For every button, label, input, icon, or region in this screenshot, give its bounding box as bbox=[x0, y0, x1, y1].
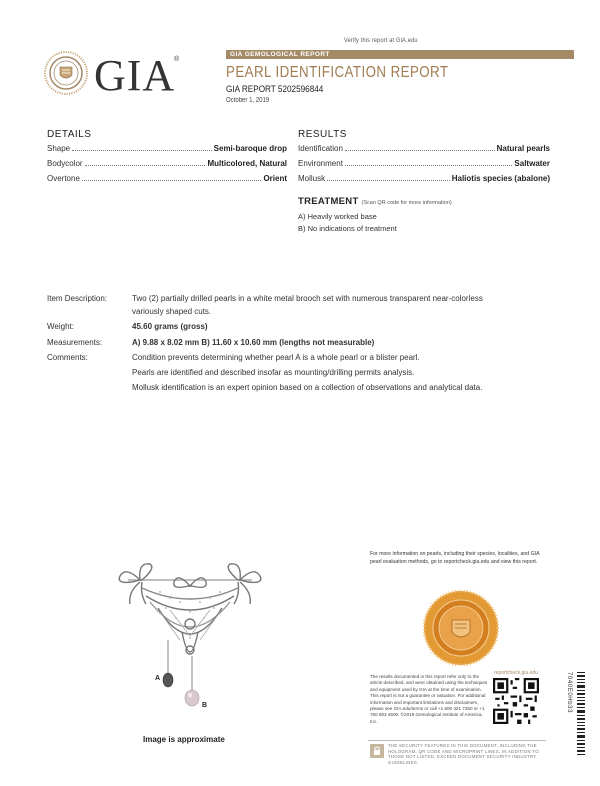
brand-bar bbox=[226, 50, 574, 59]
detail-row-bodycolor bbox=[47, 159, 287, 168]
result-row-environment bbox=[298, 159, 550, 168]
more-info-text: For more information on pearls, including their species, localities, and GIA pearl evaluation methods, go to reportcheck.gia.edu and view this report. bbox=[370, 551, 540, 565]
report-date: October 1, 2019 bbox=[226, 97, 270, 104]
measurements-label: Measurements: bbox=[47, 338, 103, 347]
image-caption: Image is approximate bbox=[143, 735, 225, 744]
comments-label: Comments: bbox=[47, 353, 88, 362]
treatment-heading bbox=[298, 196, 452, 207]
item-description-line2: variously shaped cuts. bbox=[132, 307, 212, 316]
comment-line: Pearls are identified and described insofar as mounting/drilling permits analysis. bbox=[132, 368, 415, 377]
treatment-title: TREATMENT bbox=[298, 196, 359, 207]
detail-value: Orient bbox=[263, 174, 287, 183]
security-strip bbox=[368, 740, 546, 765]
registered-mark: ® bbox=[174, 56, 180, 63]
detail-label: Overtone bbox=[47, 174, 80, 183]
detail-label: Bodycolor bbox=[47, 159, 83, 168]
details-heading: DETAILS bbox=[47, 129, 92, 140]
brooch-image bbox=[100, 552, 280, 722]
lock-icon bbox=[370, 744, 384, 758]
result-value: Haliotis species (abalone) bbox=[451, 174, 550, 183]
detail-value: Semi-baroque drop bbox=[213, 144, 287, 153]
detail-row-shape bbox=[47, 144, 287, 153]
comment-line: Mollusk identification is an expert opinion based on a collection of observations and analytical data. bbox=[132, 383, 483, 392]
brand-bar-label: GIA GEMOLOGICAL REPORT bbox=[230, 50, 330, 58]
item-description-line1: Two (2) partially drilled pearls in a white metal brooch set with numerous transparent near-colorless bbox=[132, 294, 483, 303]
result-row-identification bbox=[298, 144, 550, 153]
gia-logo-text: GIA bbox=[94, 51, 176, 100]
pearl-label-b: B bbox=[202, 702, 208, 709]
treatment-item-b: B) No indications of treatment bbox=[298, 224, 397, 233]
verify-text: Verify this report at GIA.edu bbox=[344, 37, 418, 44]
measurements-value: A) 9.88 x 8.02 mm B) 11.60 x 10.60 mm (lengths not measurable) bbox=[132, 338, 375, 347]
item-description-label: Item Description: bbox=[47, 294, 108, 303]
result-row-mollusk bbox=[298, 174, 550, 183]
treatment-item-a: A) Heavily worked base bbox=[298, 212, 377, 221]
detail-value: Multicolored, Natural bbox=[207, 159, 287, 168]
report-number: GIA REPORT 5202596844 bbox=[226, 84, 324, 95]
result-value: Saltwater bbox=[514, 159, 550, 168]
weight-label: Weight: bbox=[47, 322, 74, 331]
results-heading: RESULTS bbox=[298, 129, 347, 140]
result-label: Identification bbox=[298, 144, 343, 153]
side-barcode bbox=[577, 672, 585, 756]
result-value: Natural pearls bbox=[496, 144, 550, 153]
detail-label: Shape bbox=[47, 144, 71, 153]
weight-value: 45.60 grams (gross) bbox=[132, 322, 208, 331]
result-label: Environment bbox=[298, 159, 343, 168]
side-code: 7040E0Hb33 bbox=[566, 672, 572, 714]
pearl-label-a: A bbox=[155, 675, 161, 682]
disclaimer-text: The results documented in this report refer only to the article described, and were obtained using the techniques and equipment used by GIA at the time of examination. This report is not a guarantee or valuation. For additional information and important limitations and disclaimers, please see GIA.edu/terms or call +1 800 421 7250 or +1 760 603 4500. ©2019 Gemological Institute of America, Inc. bbox=[370, 674, 488, 724]
reportcheck-url[interactable]: reportcheck.gia.edu bbox=[494, 670, 538, 676]
detail-row-overtone bbox=[47, 174, 287, 183]
comment-line: Condition prevents determining whether pearl A is a whole pearl or a blister pearl. bbox=[132, 353, 420, 362]
result-label: Mollusk bbox=[298, 174, 326, 183]
security-text: THE SECURITY FEATURES IN THIS DOCUMENT, INCLUDING THE HOLOGRAM, QR CODE AND MICROPRINT LINES, IN ADDITION TO THOSE NOT LISTED, EXCEED DOCUMENT SECURITY INDUSTRY GUIDELINES. bbox=[388, 743, 539, 765]
report-title: PEARL IDENTIFICATION REPORT bbox=[226, 64, 449, 81]
gia-logo-seal bbox=[44, 51, 88, 95]
qr-code[interactable] bbox=[493, 678, 539, 724]
treatment-note: (Scan QR code for more information) bbox=[361, 200, 452, 206]
hologram-seal bbox=[423, 590, 499, 666]
